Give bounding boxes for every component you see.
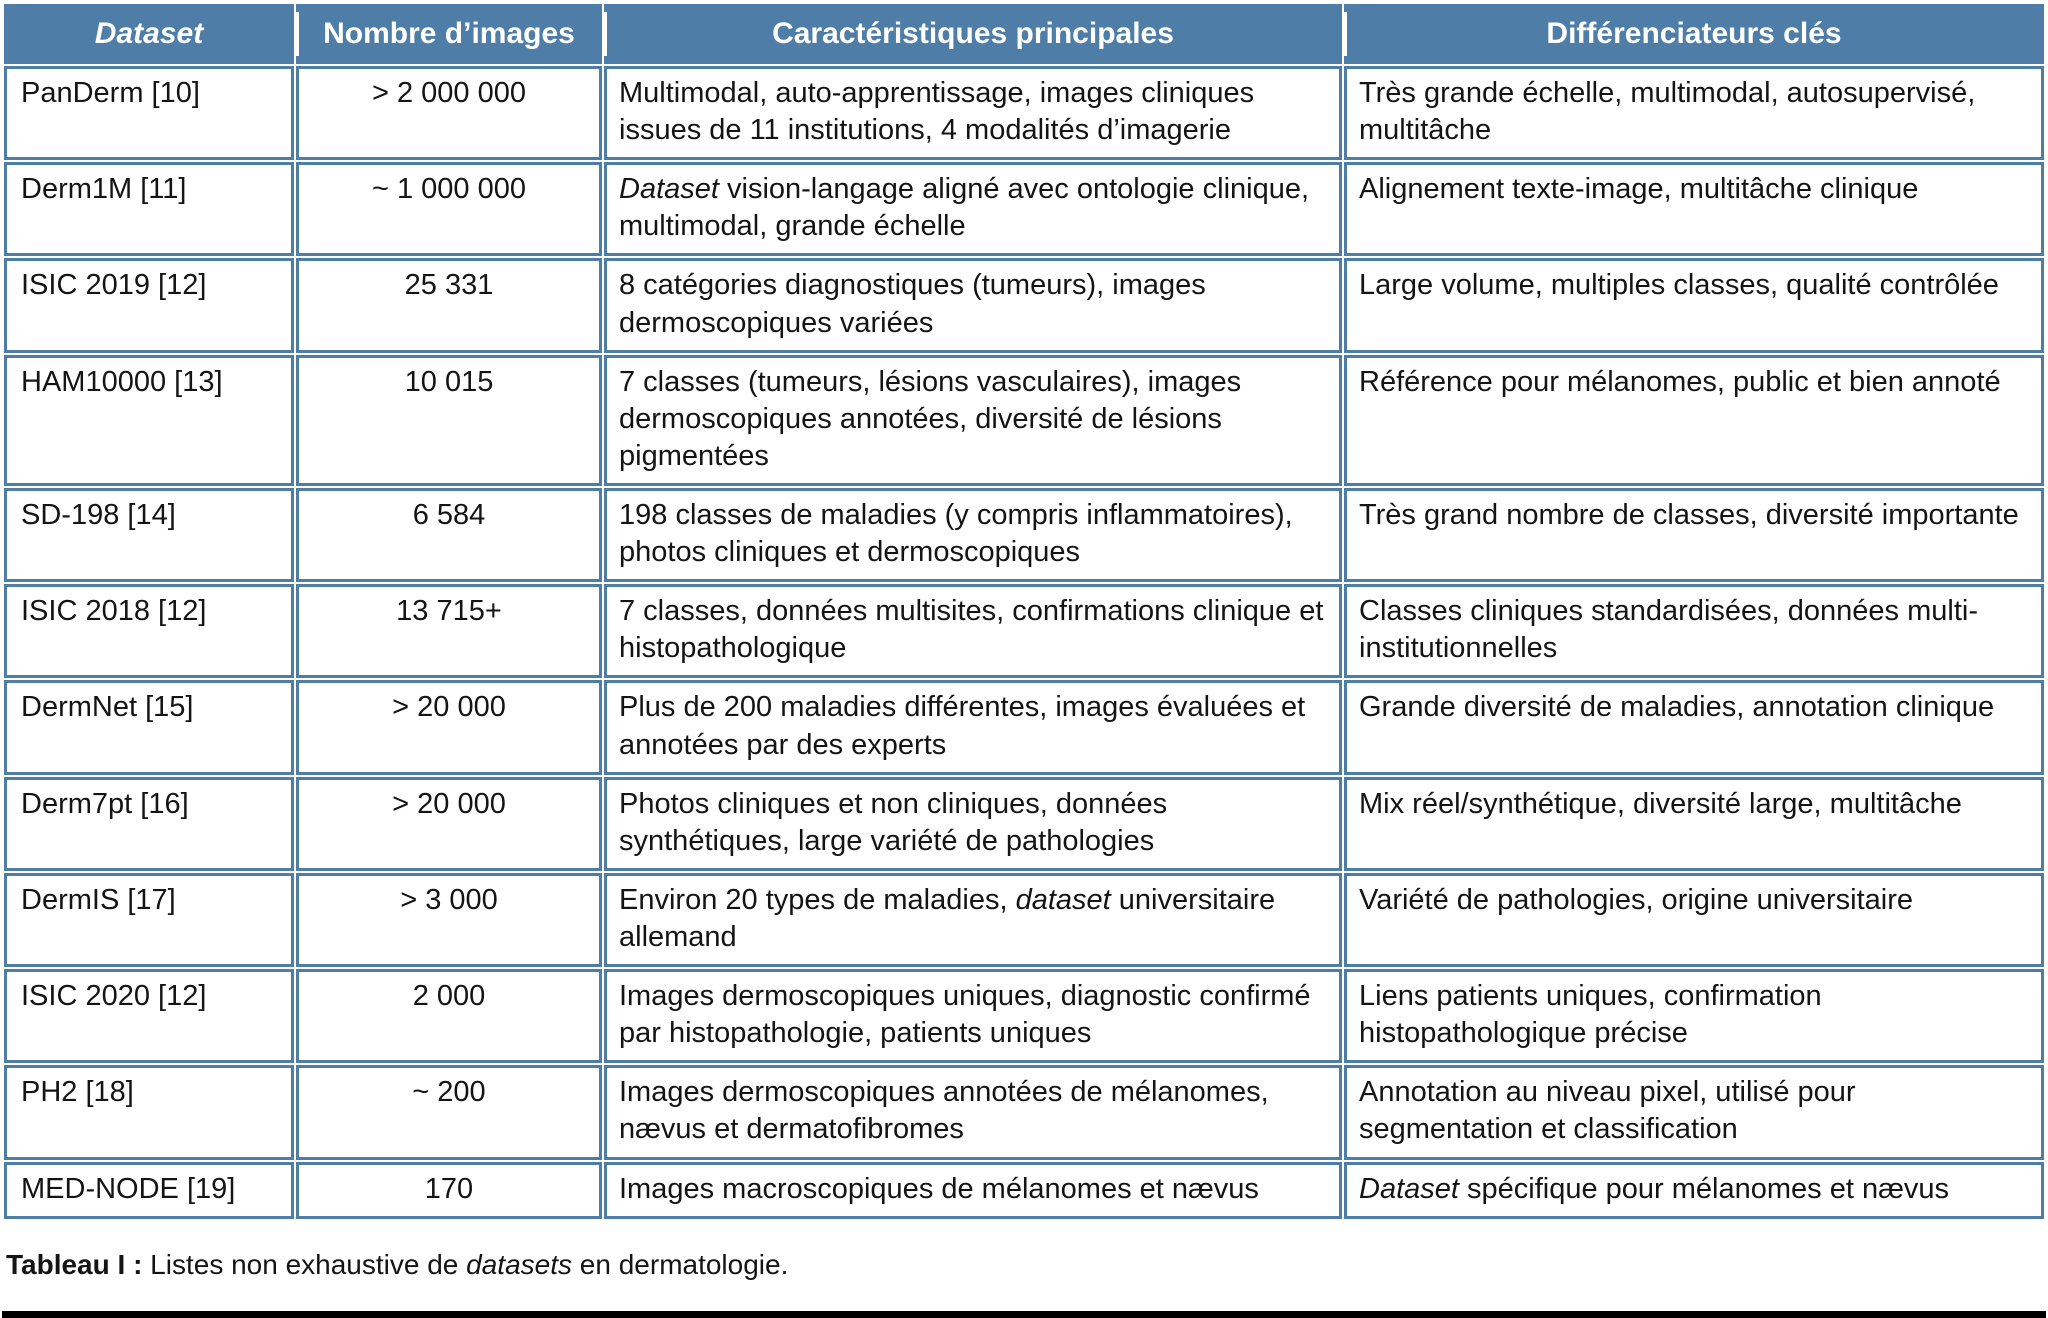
- column-header-count: Nombre d’images: [296, 4, 602, 64]
- cell-dataset-name: PH2 [18]: [4, 1065, 294, 1159]
- bottom-rule: [2, 1311, 2046, 1318]
- cell-dataset-name: PanDerm [10]: [4, 66, 294, 160]
- cell-main-characteristics: Photos cliniques et non cliniques, données synthétiques, large variété de pathologies: [604, 777, 1342, 871]
- cell-image-count: > 2 000 000: [296, 66, 602, 160]
- cell-main-characteristics: Images dermoscopiques uniques, diagnostic confirmé par histopathologie, patients uniques: [604, 969, 1342, 1063]
- cell-image-count: > 20 000: [296, 680, 602, 774]
- cell-key-differentiators: Dataset spécifique pour mélanomes et nævus: [1344, 1162, 2044, 1219]
- cell-key-differentiators: Classes cliniques standardisées, données multi-institutionnelles: [1344, 584, 2044, 678]
- cell-dataset-name: ISIC 2020 [12]: [4, 969, 294, 1063]
- cell-key-differentiators: Très grande échelle, multimodal, autosupervisé, multitâche: [1344, 66, 2044, 160]
- cell-image-count: > 3 000: [296, 873, 602, 967]
- table-row: [4, 1065, 2044, 1159]
- cell-main-characteristics: Multimodal, auto-apprentissage, images cliniques issues de 11 institutions, 4 modalités d’imagerie: [604, 66, 1342, 160]
- cell-main-characteristics: 7 classes (tumeurs, lésions vasculaires), images dermoscopiques annotées, diversité de lésions pigmentées: [604, 355, 1342, 486]
- table-row: [4, 680, 2044, 774]
- cell-dataset-name: SD-198 [14]: [4, 488, 294, 582]
- table-caption: Tableau I : Listes non exhaustive de datasets en dermatologie.: [6, 1248, 789, 1280]
- table-row: [4, 258, 2044, 352]
- cell-main-characteristics: 8 catégories diagnostiques (tumeurs), images dermoscopiques variées: [604, 258, 1342, 352]
- cell-main-characteristics: Dataset vision-langage aligné avec ontologie clinique, multimodal, grande échelle: [604, 162, 1342, 256]
- table-row: [4, 873, 2044, 967]
- cell-image-count: ~ 200: [296, 1065, 602, 1159]
- column-header-characteristics: Caractéristiques principales: [604, 4, 1342, 64]
- table-row: [4, 969, 2044, 1063]
- cell-dataset-name: DermNet [15]: [4, 680, 294, 774]
- cell-key-differentiators: Grande diversité de maladies, annotation clinique: [1344, 680, 2044, 774]
- table-body: [4, 66, 2044, 1219]
- cell-main-characteristics: Images dermoscopiques annotées de mélanomes, nævus et dermatofibromes: [604, 1065, 1342, 1159]
- cell-image-count: 25 331: [296, 258, 602, 352]
- cell-key-differentiators: Référence pour mélanomes, public et bien annoté: [1344, 355, 2044, 486]
- cell-key-differentiators: Variété de pathologies, origine universitaire: [1344, 873, 2044, 967]
- cell-image-count: 2 000: [296, 969, 602, 1063]
- cell-dataset-name: MED-NODE [19]: [4, 1162, 294, 1219]
- cell-key-differentiators: Alignement texte-image, multitâche clinique: [1344, 162, 2044, 256]
- cell-image-count: 170: [296, 1162, 602, 1219]
- cell-key-differentiators: Annotation au niveau pixel, utilisé pour segmentation et classification: [1344, 1065, 2044, 1159]
- cell-dataset-name: Derm7pt [16]: [4, 777, 294, 871]
- cell-key-differentiators: Très grand nombre de classes, diversité importante: [1344, 488, 2044, 582]
- cell-main-characteristics: Plus de 200 maladies différentes, images évaluées et annotées par des experts: [604, 680, 1342, 774]
- table-row: [4, 1162, 2044, 1219]
- cell-image-count: > 20 000: [296, 777, 602, 871]
- table-row: [4, 584, 2044, 678]
- column-header-differentiators: Différenciateurs clés: [1344, 4, 2044, 64]
- cell-main-characteristics: Environ 20 types de maladies, dataset universitaire allemand: [604, 873, 1342, 967]
- table-header-row: [4, 4, 2044, 64]
- cell-main-characteristics: Images macroscopiques de mélanomes et nævus: [604, 1162, 1342, 1219]
- cell-key-differentiators: Liens patients uniques, confirmation histopathologique précise: [1344, 969, 2044, 1063]
- cell-dataset-name: ISIC 2018 [12]: [4, 584, 294, 678]
- datasets-table: [2, 2, 2046, 1221]
- cell-dataset-name: DermIS [17]: [4, 873, 294, 967]
- cell-main-characteristics: 7 classes, données multisites, confirmations clinique et histopathologique: [604, 584, 1342, 678]
- cell-main-characteristics: 198 classes de maladies (y compris inflammatoires), photos cliniques et dermoscopiques: [604, 488, 1342, 582]
- column-header-dataset: Dataset: [4, 4, 294, 64]
- table-row: [4, 777, 2044, 871]
- cell-dataset-name: HAM10000 [13]: [4, 355, 294, 486]
- cell-image-count: ~ 1 000 000: [296, 162, 602, 256]
- cell-image-count: 6 584: [296, 488, 602, 582]
- table-row: [4, 355, 2044, 486]
- table-row: [4, 488, 2044, 582]
- cell-dataset-name: ISIC 2019 [12]: [4, 258, 294, 352]
- cell-image-count: 10 015: [296, 355, 602, 486]
- cell-image-count: 13 715+: [296, 584, 602, 678]
- table-row: [4, 66, 2044, 160]
- cell-key-differentiators: Large volume, multiples classes, qualité contrôlée: [1344, 258, 2044, 352]
- table-row: [4, 162, 2044, 256]
- cell-dataset-name: Derm1M [11]: [4, 162, 294, 256]
- cell-key-differentiators: Mix réel/synthétique, diversité large, multitâche: [1344, 777, 2044, 871]
